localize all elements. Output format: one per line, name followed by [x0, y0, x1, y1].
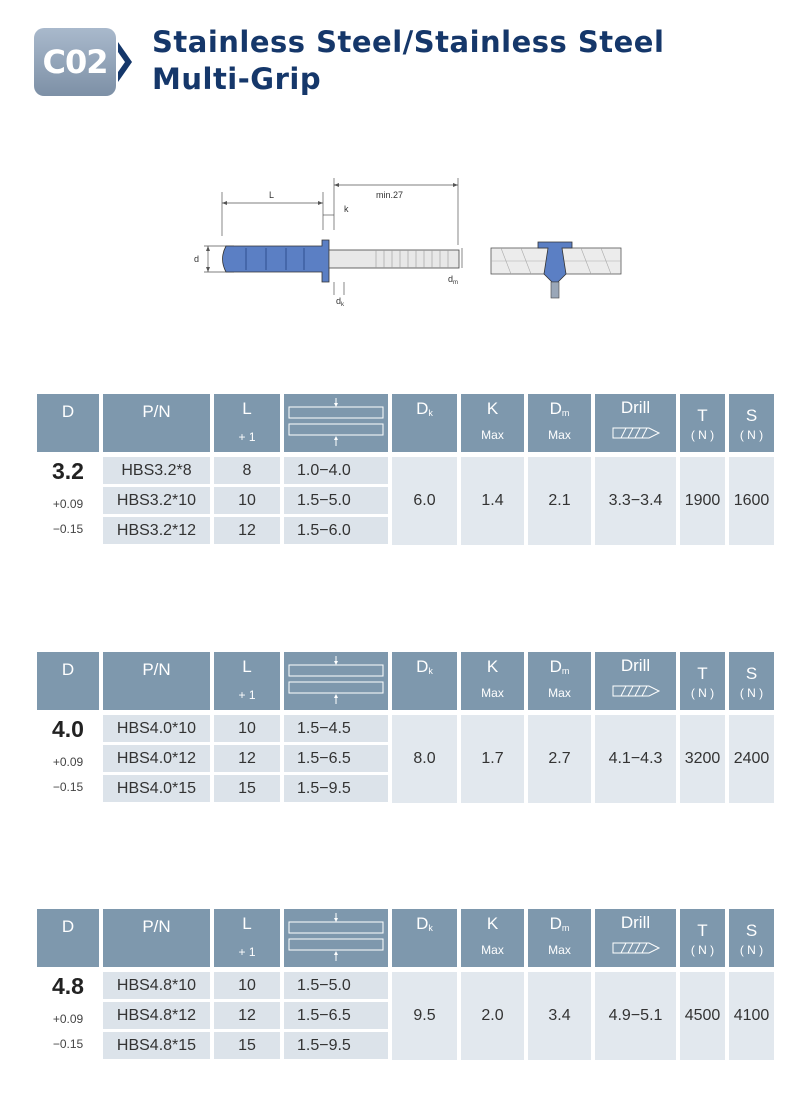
column-header-dm-label: $D_m$ [549, 914, 570, 933]
tensile-strength-cell: 4500 [680, 972, 725, 1060]
diameter-cell [37, 971, 99, 1057]
part-number-cell: HBS3.2*8 [103, 457, 210, 484]
column-header-s-sub: ( N ) [739, 428, 764, 442]
part-number-cell: HBS4.8*15 [103, 1032, 210, 1059]
mandrel-diameter-cell: 2.7 [528, 715, 591, 803]
column-header-k-label: K [486, 399, 499, 418]
column-header-pn-label: P/N [142, 402, 171, 421]
column-header-s-label: S [745, 664, 758, 683]
length-cell: 12 [214, 517, 280, 544]
column-header-t-sub: ( N ) [690, 428, 715, 442]
spec-table [37, 909, 774, 1063]
column-header-grip [284, 652, 388, 710]
column-header-d-label: D [61, 402, 75, 421]
column-header-s-label: S [745, 921, 758, 940]
column-header-l [214, 652, 280, 710]
column-header-dm [528, 909, 591, 967]
diameter-value: 4.0 [52, 716, 84, 742]
column-header-pn [103, 909, 210, 967]
column-header-pn-label: P/N [142, 660, 171, 679]
column-header-dm-sub: Max [548, 428, 571, 442]
column-header-k-sub: Max [481, 686, 504, 700]
diameter-cell [37, 456, 99, 542]
grip-range-cell: 1.5−6.5 [284, 745, 388, 772]
tensile-strength-cell: 3200 [680, 715, 725, 803]
column-header-drill-label: Drill [620, 398, 651, 417]
head-diameter-cell: 8.0 [392, 715, 457, 803]
column-header-k [461, 394, 524, 452]
column-header-d [37, 394, 99, 452]
length-cell: 12 [214, 745, 280, 772]
part-number-cell: HBS4.8*12 [103, 1002, 210, 1029]
diagram-label-min: min.27 [376, 190, 404, 200]
column-header-t-sub: ( N ) [690, 686, 715, 700]
column-header-grip [284, 909, 388, 967]
diameter-value: 4.8 [52, 973, 84, 999]
grip-range-icon [284, 394, 388, 452]
column-header-s-label: S [745, 406, 758, 425]
part-number-cell: HBS4.0*10 [103, 715, 210, 742]
drill-size-cell: 4.1−4.3 [595, 715, 676, 803]
diameter-cell [37, 714, 99, 800]
column-header-l-sub: + 1 [238, 945, 256, 959]
tensile-strength-cell: 1900 [680, 457, 725, 545]
diagram-label-d: d [194, 254, 200, 264]
length-cell: 15 [214, 775, 280, 802]
column-header-s-sub: ( N ) [739, 686, 764, 700]
drill-size-cell: 3.3−3.4 [595, 457, 676, 545]
column-header-dm [528, 394, 591, 452]
head-height-cell: 2.0 [461, 972, 524, 1060]
grip-range-icon [284, 909, 388, 967]
tolerance-minus: −0.15 [52, 1037, 84, 1051]
column-header-dk [392, 652, 457, 710]
column-header-l-label: L [242, 914, 252, 933]
column-header-drill-label: Drill [620, 656, 651, 675]
column-header-t-label: T [697, 406, 708, 425]
length-cell: 10 [214, 715, 280, 742]
part-number-cell: HBS4.0*12 [103, 745, 210, 772]
column-header-k-label: K [486, 914, 499, 933]
mandrel-diameter-cell: 2.1 [528, 457, 591, 545]
shear-strength-cell: 4100 [729, 972, 774, 1060]
page-title [152, 24, 664, 98]
head-diameter-cell: 6.0 [392, 457, 457, 545]
length-cell: 12 [214, 1002, 280, 1029]
section-badge: C02 [34, 28, 116, 96]
column-header-dk [392, 394, 457, 452]
part-number-cell: HBS4.0*15 [103, 775, 210, 802]
grip-range-cell: 1.5−6.5 [284, 1002, 388, 1029]
column-header-drill-label: Drill [620, 913, 651, 932]
column-header-l [214, 394, 280, 452]
column-header-t-label: T [697, 664, 708, 683]
title-line-2: Multi-Grip [152, 62, 322, 96]
column-header-dk-label: $D_k$ [416, 914, 433, 933]
length-cell: 10 [214, 972, 280, 999]
column-header-drill [595, 909, 676, 967]
column-header-t-label: T [697, 921, 708, 940]
column-header-s [729, 652, 774, 710]
drill-bit-icon [611, 426, 661, 440]
tolerance-plus: +0.09 [52, 497, 84, 511]
part-number-cell: HBS4.8*10 [103, 972, 210, 999]
diagram-label-dm: $d_m$ [448, 274, 459, 286]
column-header-drill [595, 394, 676, 452]
title-line-1: Stainless Steel/Stainless Steel [152, 25, 665, 59]
column-header-t [680, 394, 725, 452]
spec-table [37, 652, 774, 806]
tolerance-plus: +0.09 [52, 755, 84, 769]
column-header-grip [284, 394, 388, 452]
column-header-pn [103, 652, 210, 710]
column-header-pn [103, 394, 210, 452]
tolerance-minus: −0.15 [52, 522, 84, 536]
grip-range-cell: 1.5−5.0 [284, 487, 388, 514]
head-height-cell: 1.7 [461, 715, 524, 803]
length-cell: 8 [214, 457, 280, 484]
column-header-l-label: L [242, 399, 252, 418]
column-header-l-sub: + 1 [238, 430, 256, 444]
grip-range-cell: 1.5−9.5 [284, 775, 388, 802]
column-header-drill [595, 652, 676, 710]
length-cell: 10 [214, 487, 280, 514]
column-header-s [729, 394, 774, 452]
badge-arrow-icon [118, 42, 132, 82]
drill-bit-icon [611, 941, 661, 955]
tolerance-minus: −0.15 [52, 780, 84, 794]
column-header-d [37, 652, 99, 710]
grip-range-cell: 1.5−6.0 [284, 517, 388, 544]
shear-strength-cell: 1600 [729, 457, 774, 545]
column-header-k [461, 652, 524, 710]
head-height-cell: 1.4 [461, 457, 524, 545]
column-header-l-sub: + 1 [238, 688, 256, 702]
length-cell: 15 [214, 1032, 280, 1059]
column-header-d [37, 909, 99, 967]
column-header-dk [392, 909, 457, 967]
grip-range-cell: 1.5−5.0 [284, 972, 388, 999]
rivet-diagram [186, 170, 636, 320]
drill-size-cell: 4.9−5.1 [595, 972, 676, 1060]
grip-range-cell: 1.5−4.5 [284, 715, 388, 742]
grip-range-cell: 1.0−4.0 [284, 457, 388, 484]
column-header-k-sub: Max [481, 943, 504, 957]
column-header-l-label: L [242, 657, 252, 676]
column-header-dm-label: $D_m$ [549, 657, 570, 676]
head-diameter-cell: 9.5 [392, 972, 457, 1060]
diagram-label-k: k [344, 204, 349, 214]
column-header-k-sub: Max [481, 428, 504, 442]
column-header-d-label: D [61, 917, 75, 936]
shear-strength-cell: 2400 [729, 715, 774, 803]
column-header-t [680, 652, 725, 710]
column-header-t [680, 909, 725, 967]
column-header-t-sub: ( N ) [690, 943, 715, 957]
diagram-label-l: L [269, 190, 275, 200]
column-header-pn-label: P/N [142, 917, 171, 936]
diagram-label-dk: $d_k$ [336, 296, 345, 308]
column-header-s-sub: ( N ) [739, 943, 764, 957]
column-header-dm [528, 652, 591, 710]
column-header-d-label: D [61, 660, 75, 679]
diameter-value: 3.2 [52, 458, 84, 484]
drill-bit-icon [611, 684, 661, 698]
tolerance-plus: +0.09 [52, 1012, 84, 1026]
column-header-dk-label: $D_k$ [416, 657, 433, 676]
column-header-l [214, 909, 280, 967]
spec-table [37, 394, 774, 548]
column-header-k-label: K [486, 657, 499, 676]
mandrel-diameter-cell: 3.4 [528, 972, 591, 1060]
column-header-s [729, 909, 774, 967]
grip-range-icon [284, 652, 388, 710]
column-header-dm-label: $D_m$ [549, 399, 570, 418]
part-number-cell: HBS3.2*12 [103, 517, 210, 544]
column-header-k [461, 909, 524, 967]
column-header-dm-sub: Max [548, 686, 571, 700]
column-header-dm-sub: Max [548, 943, 571, 957]
part-number-cell: HBS3.2*10 [103, 487, 210, 514]
grip-range-cell: 1.5−9.5 [284, 1032, 388, 1059]
column-header-dk-label: $D_k$ [416, 399, 433, 418]
